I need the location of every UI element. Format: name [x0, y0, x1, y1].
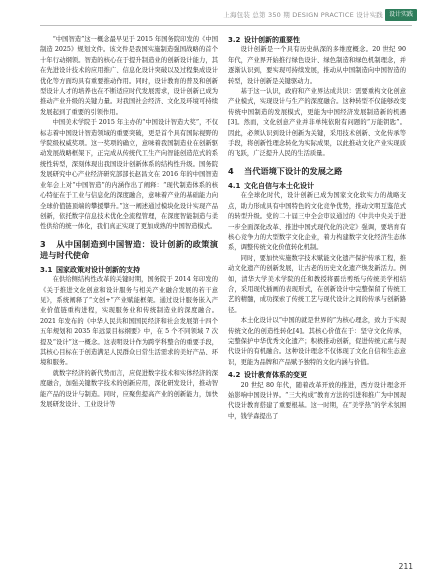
section-heading-3	[40, 239, 218, 261]
subsection-heading-3-2	[228, 35, 406, 45]
section-title: 当代语境下设计的发展之路	[244, 165, 343, 176]
paragraph: 在供给侧结构性改革的关键时期，国务院于 2014 年印发的《关于推进文化创意和设计服务与相关产业融合发展的若干意见》，系统阐释了“文创+”产业赋能框架。通过设计服务嵌入产业价值链重构进程，实现服务业和传统制造业的深度融合。2021 年发布的《中华人民共和国国民经济和社会发展第十四个五年规划和 2035 年远景目标纲要》中，在 5 个不同领域 7 次提及“设计”这一概念。这表明设计作为跨学科整合的重要手段，其核心目标在于创造满足人民群众日常生活需求的美好产品、环境和服务。	[40, 276, 218, 367]
section-heading-4	[228, 166, 406, 177]
paragraph: 在全球化时代，设计创新已成为国家文化软实力的战略支点，助力形成具有中国特色的文化竞争优势，推动文明互鉴范式的转型升级。党的二十届三中全会审议通过的《中共中央关于进一步全面深化改革、推进中国式现代化的决定》强调，要培育有核心竞争力的大型数字文化企业，着力构建数字文化经济生态体系，调整传统文化价值转化机制。	[228, 192, 406, 252]
subsection-heading-3-1	[40, 265, 218, 275]
paragraph: 设计创新是一个具有历史纵深的多维度概念。20 世纪 90 年代，产业界开始推行绿色设计、绿色制造和绿色机制理念，并逐渐认识到，要实现可持续发展，推动从中国制造向中国智造的转型，设计创新是关键驱动力。	[228, 46, 406, 85]
subsection-number: 3.2	[228, 36, 241, 44]
paragraph: 20 世纪 80 年代，随着改革开放的推进，西方设计理念开始影响中国设计界。“三大构成”教育方法的引进和推广为中国现代设计教育搭建了重要根基。这一时期，在“美学热”的学术氛围中，钱学森提出了	[228, 381, 406, 420]
paragraph: 本土化设计以“中国的就是世界的”为核心理念，致力于实现传统文化的创造性转化[4]。其核心价值在于：坚守文化传承，完整保护中华优秀文化遗产；积极推动创新，促进传统元素与现代设计的有机融合。这种设计理念不仅体现了文化自信和生态意识，更能为品牌和产品赋予独特的文化内涵与价值。	[228, 317, 406, 366]
badge-label: 设计实践	[388, 11, 413, 18]
paragraph: “中国智造”这一概念最早见于 2015 年国务院印发的《中国制造 2025》规划文件。该文件是我国实施制造强国战略的首个十年行动纲领。智造的核心在于提升制造业的创新设计能力，其在先进设计技术的应用推广、信息化设计突破以及过程集成设计优化等方面均具有重要推动作用。同时，设计教育的普及和创新型设计人才的培养也在不断适应时代发展需求，设计创新已成为推动产业升级的关键力量。对我国社会经济、文化及环境可持续发展起到了重要的引领作用。	[40, 36, 218, 116]
paragraph: 同时，要加快实施数字技术赋能文化遗产保护传承工程，推动文化遗产的创新发展，让古老的历史文化遗产焕发新活力。例如，清华大学美术学院的任和教授将霸岳剪纸与传统美学相结合，采用现代插画的表现形式，在创新设计中完整保留了传统工艺的精髓，成功探索了传统工艺与现代设计之间的传承与创新路径。	[228, 254, 406, 314]
subsection-heading-4-1	[228, 181, 406, 191]
subsection-number: 4.2	[228, 371, 241, 380]
paragraph: 基于这一认识，政府和产业界达成共识：需要重构文化创意产业模式，实现设计与生产的深度融合。这种转型不仅能够改变传统中国制造的发展模式，更能为中国经济发展制造新的机遇[3]。然而，文化创意产业并非单纯依附有问题的“万能钥匙”。因此，必须认识到设计创新为关键，采用技术创新、文化传承等手段，将创新性理念转化为实际成果，以此推动文化产业实现质的飞跃，广泛提升人民的生活质量。	[228, 88, 406, 158]
subsection-title: 文化自信与本土化设计	[244, 181, 314, 190]
right-column	[228, 35, 406, 422]
section-badge	[385, 9, 417, 21]
section-title: 从中国制造到中国智造：设计创新的政策演进与时代使命	[40, 238, 218, 260]
header-rule	[40, 25, 412, 26]
subsection-title: 设计创新的重要性	[244, 36, 300, 44]
paragraph: 就数字经济的新代势而言，应促进数字技术和实体经济的深度融合，加强关键数字技术的创新应用，深化研发设计，推动智能产品的设计与制造。同时，应聚焦提高产业的创新能力，加快发展研发设计、工业设计等	[40, 369, 218, 408]
subsection-heading-4-2	[228, 370, 406, 380]
header-text: 上海包装 总第 350 期 DESIGN PRACTICE 设计实践	[223, 11, 383, 19]
paragraph: 中国美术学院于 2015 年主办的“中国设计智造大奖”，不仅标志着中国设计智造领域的重要突破，更是首个具有国际视野的学院级权威奖项。这一奖项的确立，意味着我国制造业在创新驱动发展战略框架下，正完成从传统代工生产向智能创造范式的系统性转型，深刻体现出我国设计创新体系的结构性升级。国务院发展研究中心产业经济研究部部长赵昌文在 2016 年的中国智造业年会上对“中国智造”的内涵作出了阐释：“现代制造体系的核心特征在于工业与信息化的深度融合，意味着产业的基础能力向全球价值链顶端的攀援攀升。”这一阐述通过模块化设计实现产品创新，依托数字信息技术优化全流程管理，在深度智能制造与柔性供给的统一体化，我们真正实现了更加成熟的中国智造模式。	[40, 119, 218, 231]
section-number: 4	[228, 165, 234, 176]
subsection-title: 设计教育体系的变更	[244, 371, 307, 380]
subsection-number: 3.1	[40, 265, 53, 274]
section-number: 3	[40, 238, 46, 249]
page-number: 211	[398, 562, 413, 571]
left-column	[40, 35, 218, 410]
running-header	[0, 9, 427, 23]
subsection-title: 国家政策对设计创新的支持	[56, 265, 140, 274]
subsection-number: 4.1	[228, 181, 241, 190]
